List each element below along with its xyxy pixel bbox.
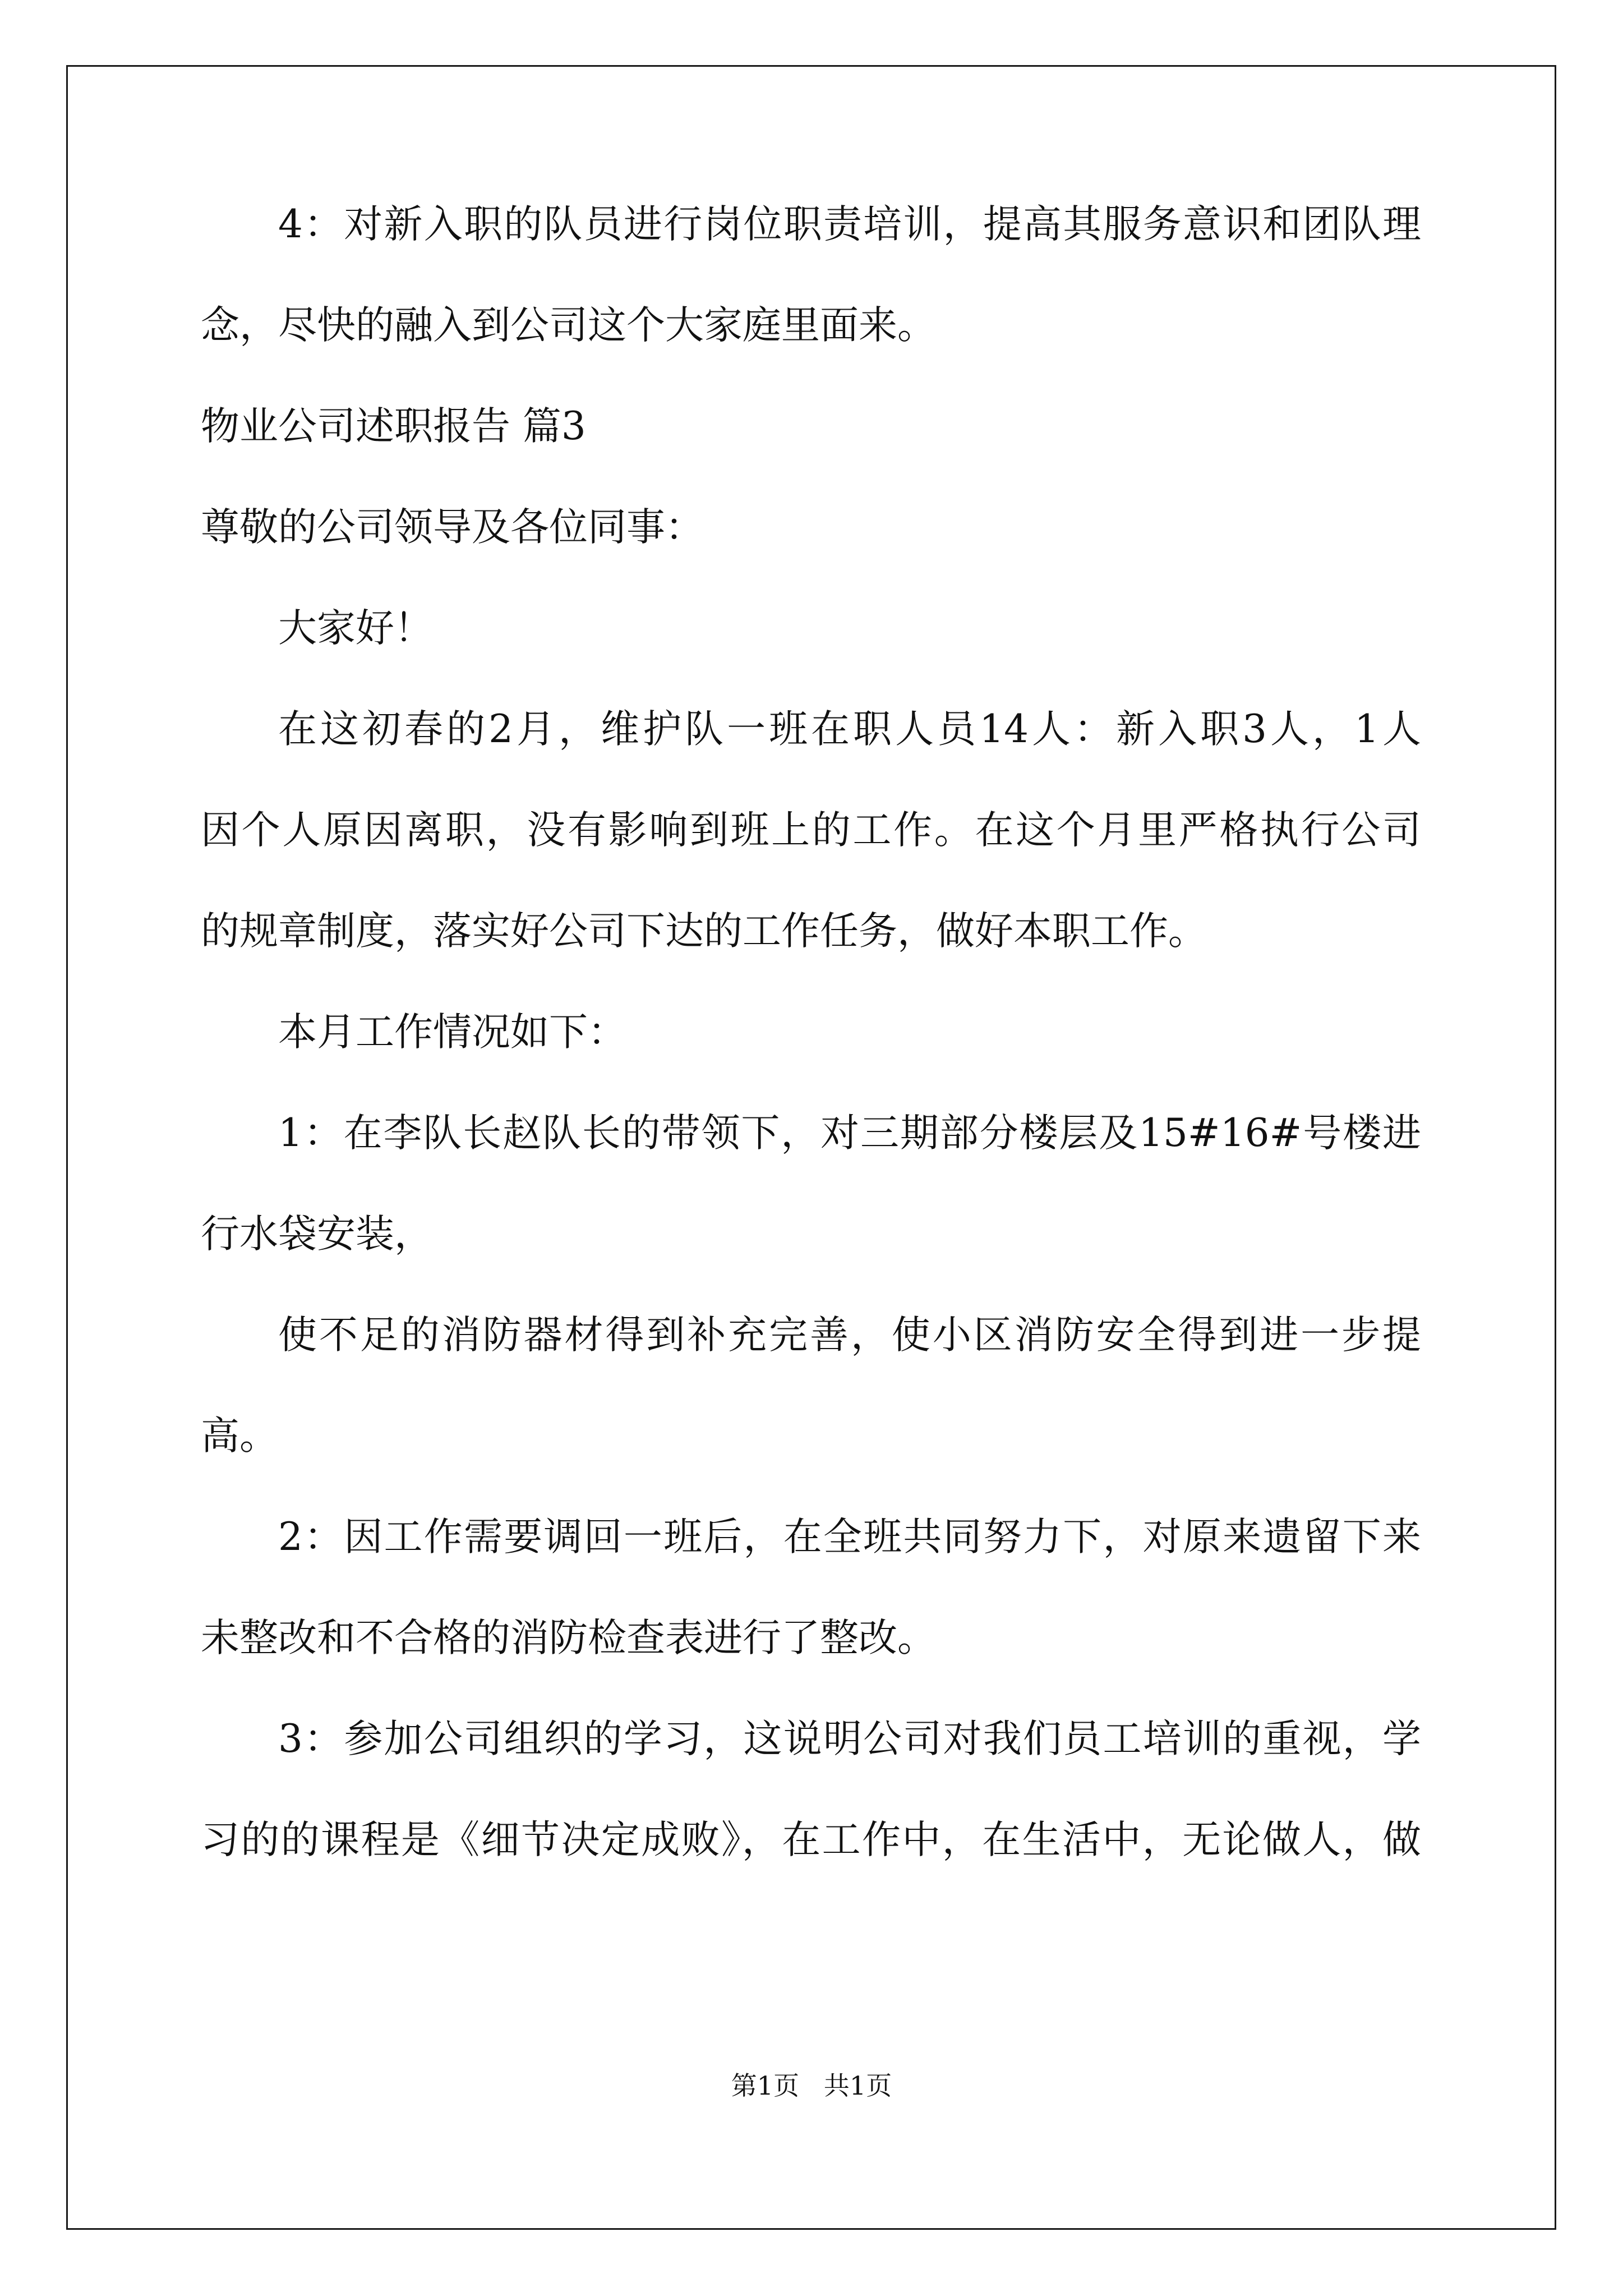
- paragraph-line: 行水袋安装，: [201, 1212, 433, 1257]
- paragraph-line: 本月工作情况如下：: [278, 1010, 626, 1055]
- paragraph-line: 1：在李队长赵队长的带领下，对三期部分楼层及15#16#号楼进: [278, 1111, 1421, 1156]
- paragraph-line: 使不足的消防器材得到补充完善，使小区消防安全得到进一步提: [278, 1313, 1421, 1358]
- paragraph-line: 因个人原因离职，没有影响到班上的工作。在这个月里严格执行公司: [201, 808, 1421, 853]
- greeting: 大家好！: [278, 606, 433, 651]
- paragraph-line: 4：对新入职的队员进行岗位职责培训，提高其服务意识和团队理: [278, 202, 1421, 247]
- paragraph-line: 习的的课程是《细节决定成败》，在工作中，在生活中，无论做人，做: [201, 1818, 1421, 1862]
- salutation: 尊敬的公司领导及各位同事：: [201, 505, 704, 550]
- paragraph-line: 高。: [201, 1414, 278, 1458]
- paragraph-line: 3：参加公司组织的学习，这说明公司对我们员工培训的重视，学: [278, 1717, 1421, 1761]
- page-footer: 第1页 共1页: [731, 2070, 892, 2101]
- paragraph-line: 在这初春的2月，维护队一班在职人员14人：新入职3人，1人: [278, 707, 1421, 752]
- section-heading: 物业公司述职报告 篇3: [201, 404, 586, 449]
- paragraph-line: 的规章制度，落实好公司下达的工作任务，做好本职工作。: [201, 909, 1207, 954]
- paragraph-line: 念，尽快的融入到公司这个大家庭里面来。: [201, 303, 936, 348]
- paragraph-line: 2：因工作需要调回一班后，在全班共同努力下，对原来遗留下来: [278, 1515, 1421, 1559]
- paragraph-line: 未整改和不合格的消防检查表进行了整改。: [201, 1616, 936, 1660]
